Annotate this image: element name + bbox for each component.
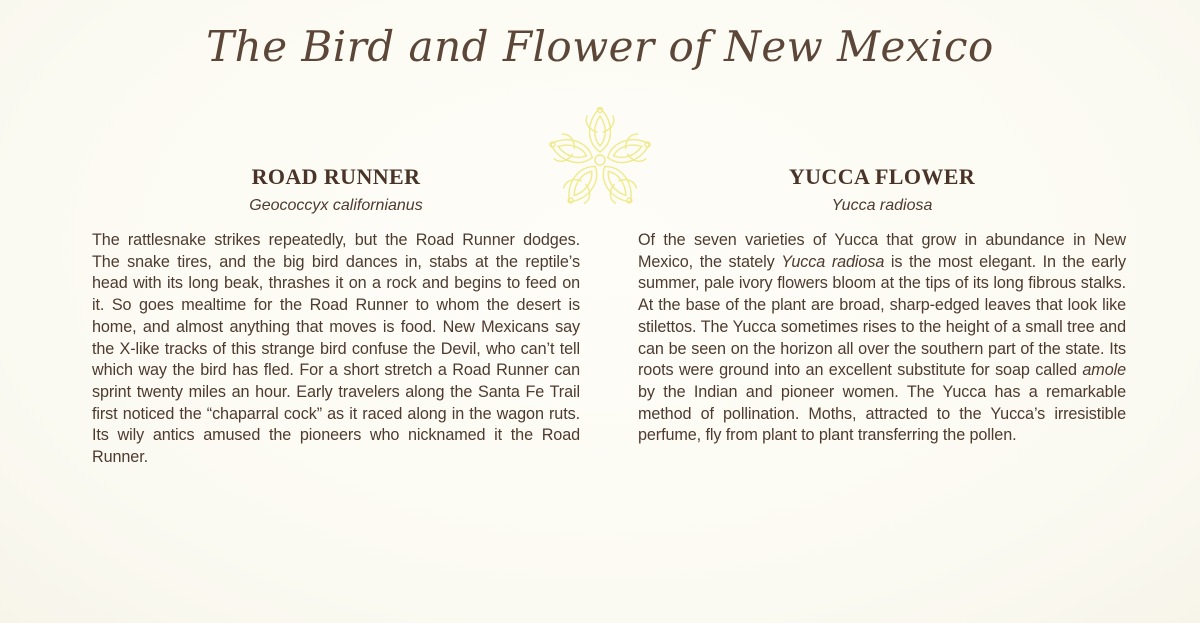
flower-heading: YUCCA FLOWER	[788, 164, 976, 189]
flower-description	[638, 230, 1126, 447]
flower-scientific-name: Yucca radiosa	[831, 197, 933, 214]
flower-description-part: by the Indian and pioneer women. The Yucca has a remarkable method of pollination. Moths, attracted to the Yucca’s irresistible perfume, fly from plant to plant transferring the pollen.	[638, 382, 1126, 445]
flower-description-part: is the most elegant. In the early summer, pale ivory flowers bloom at the tips of its long fibrous stalks. At the base of the plant are broad, sharp-edged leaves that look like stilettos. The Yucca sometimes rises to the height of a small tree and can be seen on the horizon all over the southern part of the state. Its roots were ground into an excellent substitute for soap called	[638, 252, 1126, 380]
bird-section	[92, 163, 580, 469]
flower-description-emphasis: Yucca radiosa	[781, 252, 885, 271]
bird-heading: ROAD RUNNER	[251, 164, 421, 189]
bird-description: The rattlesnake strikes repeatedly, but the Road Runner dodges. The snake tires, and the big bird dances in, stabs at the reptile’s head with its long beak, thrashes it on a rock and begins to feed on it. So goes mealtime for the Road Runner to whom the desert is home, and almost anything that moves is food. New Mexicans say the X-like tracks of this strange bird confuse the Devil, who can’t tell which way the bird has fled. For a short stretch a Road Runner can sprint twenty miles an hour. Early travelers along the Santa Fe Trail first noticed the “chaparral cock” as it raced along in the wagon ruts. Its wily antics amused the pioneers who nicknamed it the Road Runner.	[92, 231, 580, 467]
flower-description-part: Of the seven varieties of Yucca that grow in abundance in New Mexico, the stately	[638, 231, 1126, 271]
flower-description-emphasis: amole	[1082, 361, 1126, 380]
flower-section	[638, 163, 1126, 447]
bird-scientific-name: Geococcyx californianus	[249, 197, 423, 214]
page-title: The Bird and Flower of New Mexico	[206, 22, 994, 71]
